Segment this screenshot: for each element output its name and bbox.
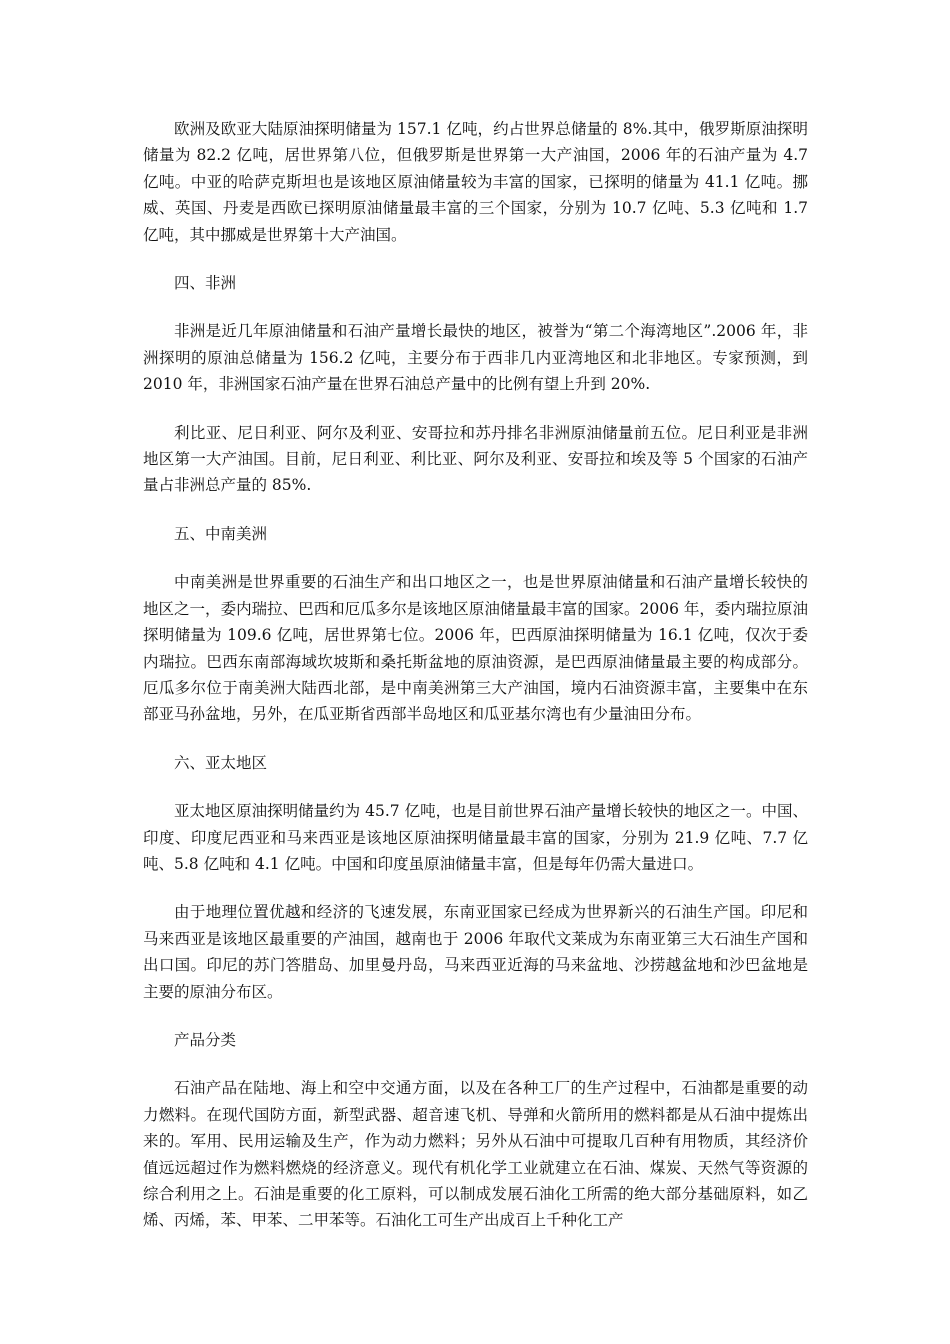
paragraph-africa-overview: 非洲是近几年原油储量和石油产量增长最快的地区，被誉为“第二个海湾地区”.2006 年，非洲探明的原油总储量为 156.2 亿吨，主要分布于西非几内亚湾地区和北非地区。专家预测，到 2010 年，非洲国家石油产量在世界石油总产量中的比例有望上升到 20%. xyxy=(143,322,808,394)
paragraph-product-classification: 石油产品在陆地、海上和空中交通方面，以及在各种工厂的生产过程中，石油都是重要的动力燃料。在现代国防方面，新型武器、超音速飞机、导弹和火箭所用的燃料都是从石油中提炼出来的。军用、民用运输及生产，作为动力燃料；另外从石油中可提取几百种有用物质，其经济价值远远超过作为燃料燃烧的经济意义。现代有机化学工业就建立在石油、煤炭、天然气等资源的综合利用之上。石油是重要的化工原料，可以制成发展石油化工所需的绝大部分基础原料，如乙烯、丙烯，苯、甲苯、二甲苯等。石油化工可生产出成百上千种化工产 xyxy=(143,1079,808,1230)
section-heading-africa: 四、非洲 xyxy=(174,274,237,293)
paragraph-southeast-asia: 由于地理位置优越和经济的飞速发展，东南亚国家已经成为世界新兴的石油生产国。印尼和马来西亚是该地区最重要的产油国，越南也于 2006 年取代文莱成为东南亚第三大石油生产国和出口国。印尼的苏门答腊岛、加里曼丹岛，马来西亚近海的马来盆地、沙捞越盆地和沙巴盆地是主要的原油分布区。 xyxy=(143,903,808,1001)
paragraph-africa-top-five: 利比亚、尼日利亚、阿尔及利亚、安哥拉和苏丹排名非洲原油储量前五位。尼日利亚是非洲地区第一大产油国。目前，尼日利亚、利比亚、阿尔及利亚、安哥拉和埃及等 5 个国家的石油产量占非洲总产量的 85%. xyxy=(143,423,808,495)
paragraph-central-south-america: 中南美洲是世界重要的石油生产和出口地区之一，也是世界原油储量和石油产量增长较快的地区之一，委内瑞拉、巴西和厄瓜多尔是该地区原油储量最丰富的国家。2006 年，委内瑞拉原油探明储量为 109.6 亿吨，居世界第七位。2006 年，巴西原油探明储量为 16.1 亿吨，仅次于委内瑞拉。巴西东南部海域坎坡斯和桑托斯盆地的原油资源，是巴西原油储量最主要的构成部分。厄瓜多尔位于南美洲大陆西北部，是中南美洲第三大产油国，境内石油资源丰富，主要集中在东部亚马孙盆地，另外，在瓜亚斯省西部半岛地区和瓜亚基尔湾也有少量油田分布。 xyxy=(143,573,808,724)
section-heading-central-south-america: 五、中南美洲 xyxy=(174,524,268,543)
paragraph-europe-eurasia: 欧洲及欧亚大陆原油探明储量为 157.1 亿吨，约占世界总储量的 8%.其中，俄罗斯原油探明储量为 82.2 亿吨，居世界第八位，但俄罗斯是世界第一大产油国，2006 年的石油产量为 4.7 亿吨。中亚的哈萨克斯坦也是该地区原油储量较为丰富的国家，已探明的储量为 41.1 亿吨。挪威、英国、丹麦是西欧已探明原油储量最丰富的三个国家，分别为 10.7 亿吨、5.3 亿吨和 1.7 亿吨，其中挪威是世界第十大产油国。 xyxy=(143,120,808,244)
paragraph-asia-pacific-reserves: 亚太地区原油探明储量约为 45.7 亿吨，也是目前世界石油产量增长较快的地区之一。中国、印度、印度尼西亚和马来西亚是该地区原油探明储量最丰富的国家，分别为 21.9 亿吨、7.7 亿吨、5.8 亿吨和 4.1 亿吨。中国和印度虽原油储量丰富，但是每年仍需大量进口。 xyxy=(143,802,808,873)
document-body xyxy=(143,116,808,1256)
section-heading-asia-pacific: 六、亚太地区 xyxy=(174,753,268,772)
section-heading-product-classification: 产品分类 xyxy=(174,1030,237,1049)
